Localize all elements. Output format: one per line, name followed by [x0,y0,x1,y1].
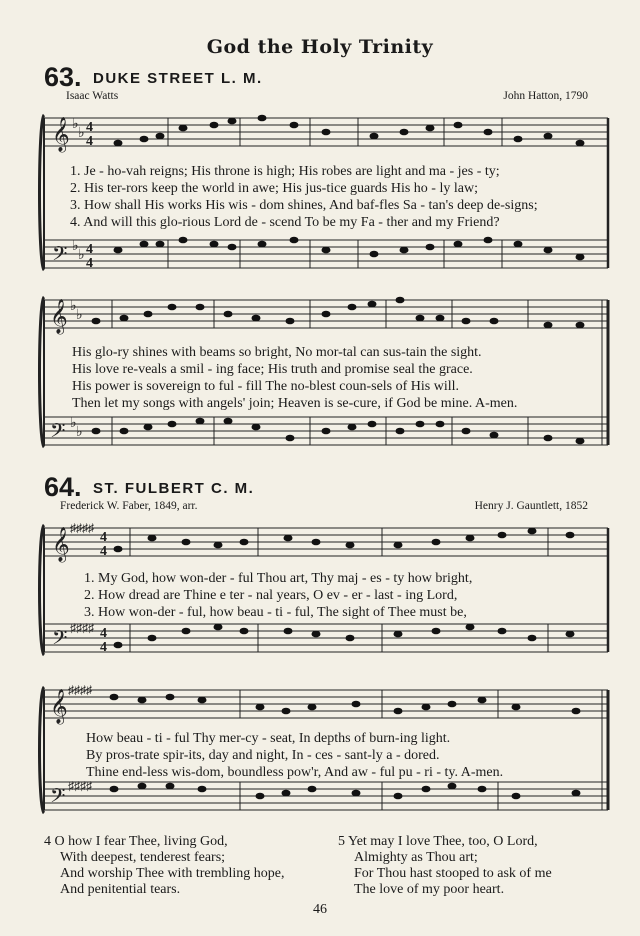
svg-text:4: 4 [86,134,93,149]
tune-name: DUKE STREET L. M. [93,70,263,87]
page-number: 46 [313,902,327,917]
lyric-line: 1. My God, how won-der - ful Thou art, Thy maj - es - ty how bright, [84,571,473,586]
svg-text:♭: ♭ [78,248,85,263]
author-credit: Isaac Watts [66,90,119,102]
stanza-line: For Thou hast stooped to ask of me [354,866,552,881]
lyric-line: 4. And will this glo-rious Lord de - scend To be my Fa - ther and my Friend? [70,215,500,230]
svg-text:4: 4 [86,120,93,135]
author-credit: Frederick W. Faber, 1849, arr. [60,500,198,512]
svg-text:♭: ♭ [70,416,77,431]
stanza-line: Almighty as Thou art; [354,850,478,865]
tune-name: ST. FULBERT C. M. [93,480,255,497]
svg-text:♯♯♯♯: ♯♯♯♯ [68,779,92,793]
svg-text:♭: ♭ [72,117,79,132]
svg-text:4: 4 [100,530,107,545]
svg-text:𝄞: 𝄞 [52,527,70,562]
stanza-line: And penitential tears. [60,882,181,897]
hymn-number: 64. [44,472,82,502]
hymn64-verse-block-2 [86,730,503,781]
svg-text:♯♯♯♯: ♯♯♯♯ [70,521,94,535]
section-header: God the Holy Trinity [206,36,434,58]
lyric-line: Thine end-less wis-dom, boundless pow'r, And aw - ful pu - ri - ty. A-men. [86,765,504,780]
lyric-line: His glo-ry shines with beams so bright, No mor-tal can sus-tain the sight. [72,345,482,360]
extra-stanza-5 [338,834,552,898]
svg-text:4: 4 [100,544,107,559]
svg-text:𝄢: 𝄢 [50,419,66,447]
lyric-line: His power is sovereign to ful - fill The no-blest coun-sels of His will. [72,379,460,394]
lyric-line: How beau - ti - ful Thy mer-cy - seat, In depths of burn-ing light. [86,731,451,746]
svg-text:♯♯♯♯: ♯♯♯♯ [68,683,92,697]
stanza-line: And worship Thee with trembling hope, [60,866,285,881]
svg-text:♭: ♭ [78,126,85,141]
lyric-line: 1. Je - ho-vah reigns; His throne is high; His robes are light and ma - jes - ty; [70,164,500,179]
lyric-line: By pros-trate spir-its, day and night, In - ces - sant-ly a - dored. [86,748,440,763]
stanza-line: 4 O how I fear Thee, living God, [44,834,228,849]
lyric-line: Then let my songs with angels' join; Heaven is se-cure, if God be mine. A-men. [72,396,518,411]
svg-text:♯♯♯♯: ♯♯♯♯ [70,621,94,635]
lyric-line: 3. How shall His works His wis - dom shines, And baf-fles Sa - tan's deep de-signs; [70,198,538,213]
composer-credit: John Hatton, 1790 [503,90,588,102]
lyric-line: 2. How dread are Thine e ter - nal years, O ev - er - last - ing Lord, [84,588,458,603]
svg-text:𝄞: 𝄞 [50,689,68,724]
svg-text:𝄢: 𝄢 [52,242,68,270]
stanza-line: The love of my poor heart. [354,882,505,897]
svg-text:♭: ♭ [70,299,77,314]
lyric-line: His love re-veals a smil - ing face; His truth and promise seal the grace. [72,362,473,377]
extra-stanza-4 [44,834,285,898]
svg-text:♭: ♭ [76,425,83,440]
hymn-number: 63. [44,62,82,92]
svg-text:4: 4 [100,626,107,641]
stanza-line: With deepest, tenderest fears; [60,850,226,865]
composer-credit: Henry J. Gauntlett, 1852 [474,500,588,512]
lyric-line: 3. How won-der - ful, how beau - ti - ful, The sight of Thee must be, [84,605,467,620]
svg-text:♭: ♭ [72,239,79,254]
stanza-line: 5 Yet may I love Thee, too, O Lord, [338,834,538,849]
lyric-line: 2. His ter-rors keep the world in awe; His jus-tice guards His ho - ly law; [70,181,478,196]
svg-text:4: 4 [100,640,107,655]
svg-text:♭: ♭ [76,308,83,323]
svg-text:4: 4 [86,242,93,257]
svg-text:𝄢: 𝄢 [52,626,68,654]
svg-text:𝄞: 𝄞 [52,117,70,152]
svg-text:4: 4 [86,256,93,271]
svg-text:𝄢: 𝄢 [50,784,66,812]
svg-text:𝄞: 𝄞 [50,299,68,334]
